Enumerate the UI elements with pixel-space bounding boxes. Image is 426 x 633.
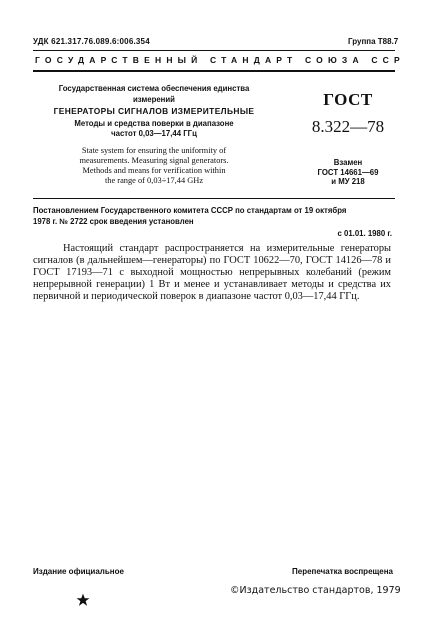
replaces-standard-1: ГОСТ 14661—69 — [317, 167, 379, 177]
body-paragraph: Настоящий стандарт распространяется на измерительные генераторы сигналов (в дальнейшем—генераторы) по ГОСТ 10622—70, ГОСТ 14126—78 и ГОСТ 17193—71 с выходной мощностью непрерывных колебаний (режим непрерывной генерации) 1 Вт и менее и устанавливает методы и средства их первичной и периодической поверок в диапазоне частот 0,03—17,44 ГГц. — [33, 243, 391, 302]
decree-line-1: Постановлением Государственного комитета СССР по стандартам от 19 октября — [33, 206, 347, 215]
decree-text — [33, 206, 395, 227]
udk-code: УДК 621.317.76.089.6:006.354 — [33, 37, 150, 46]
system-line-2: измерений — [133, 94, 175, 104]
star-icon — [76, 593, 90, 607]
decree-line-2: 1978 г. № 2722 срок введения установлен — [33, 216, 194, 226]
title-block — [36, 84, 272, 186]
english-title-line-1: State system for ensuring the uniformity of — [81, 145, 227, 155]
publisher-copyright: ©Издательство стандартов, 1979 — [230, 585, 401, 596]
subtitle-line-2: частот 0,03—17,44 ГГц — [111, 129, 197, 138]
gost-label: ГОСТ — [323, 90, 373, 109]
official-edition-label: Издание официальное — [33, 567, 124, 576]
system-line-1: Государственная система обеспечения единства — [58, 84, 250, 93]
reprint-prohibited-label: Перепечатка воспрещена — [292, 567, 393, 576]
english-title-line-3: Methods and means for verification within — [82, 165, 226, 175]
gost-designation — [292, 90, 404, 137]
replaces-block — [292, 158, 404, 187]
decree-divider — [33, 198, 395, 199]
subtitle-line-1: Методы и средства поверки в диапазоне — [74, 118, 234, 128]
effective-date: с 01.01. 1980 г. — [337, 229, 392, 238]
english-title-line-2: measurements. Measuring signal generators. — [79, 155, 229, 165]
top-divider — [33, 50, 395, 51]
banner-divider — [33, 70, 395, 72]
standard-banner: ГОСУДАРСТВЕННЫЙ СТАНДАРТ СОЮЗА ССР — [35, 55, 405, 65]
replaces-label: Взамен — [333, 158, 363, 167]
replaces-standard-2: и МУ 218 — [331, 177, 365, 186]
document-title: ГЕНЕРАТОРЫ СИГНАЛОВ ИЗМЕРИТЕЛЬНЫЕ — [53, 106, 255, 116]
english-title-line-4: the range of 0,03÷17,44 GHz — [104, 175, 204, 185]
gost-number: 8.322—78 — [311, 117, 385, 136]
group-code: Группа Т88.7 — [348, 37, 399, 46]
